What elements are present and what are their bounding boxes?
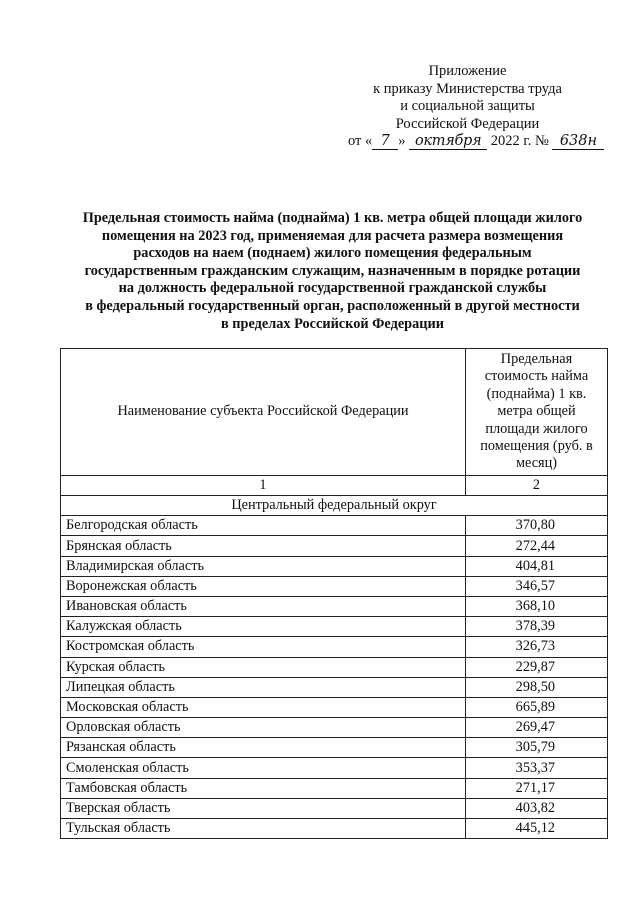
region-name: Владимирская область [61, 556, 466, 576]
region-name: Тамбовская область [61, 778, 466, 798]
title-line: Предельная стоимость найма (поднайма) 1 кв. метра общей площади жилого [82, 210, 583, 226]
rate-value: 298,50 [466, 677, 608, 697]
region-name: Ивановская область [61, 596, 466, 616]
table-row [61, 637, 608, 657]
table-row [61, 536, 608, 556]
title-line: в пределах Российской Федерации [221, 315, 444, 332]
region-name: Костромская область [61, 637, 466, 657]
rate-value: 229,87 [466, 657, 608, 677]
handwritten-order-number: 638н [552, 133, 604, 150]
title-line: в федеральный государственный орган, расположенный в другой местности [85, 297, 580, 314]
title-line: расходов на наем (поднаем) жилого помещения федеральным [133, 245, 532, 262]
table-header-row [61, 349, 608, 476]
column-number-1: 1 [61, 475, 466, 495]
table-row [61, 778, 608, 798]
region-name: Липецкая область [61, 677, 466, 697]
table-row [61, 758, 608, 778]
column-number-2: 2 [466, 475, 608, 495]
order-date-line [345, 133, 598, 151]
rate-value: 368,10 [466, 596, 608, 616]
region-name: Тверская область [61, 798, 466, 818]
table-row [61, 697, 608, 717]
rate-value: 272,44 [466, 536, 608, 556]
table-row [61, 738, 608, 758]
rate-value: 378,39 [466, 617, 608, 637]
table-row [61, 576, 608, 596]
table-row [61, 657, 608, 677]
annex-block [345, 63, 598, 151]
rate-value: 445,12 [466, 819, 608, 839]
section-row [61, 496, 608, 516]
table-row [61, 718, 608, 738]
region-name: Смоленская область [61, 758, 466, 778]
rate-value: 370,80 [466, 516, 608, 536]
region-name: Воронежская область [61, 576, 466, 596]
rate-value: 665,89 [466, 697, 608, 717]
title-line: на должность федеральной государственной гражданской службы [118, 280, 547, 297]
rate-value: 326,73 [466, 637, 608, 657]
table-row [61, 819, 608, 839]
rate-value: 271,17 [466, 778, 608, 798]
annex-order-line: к приказу Министерства труда [373, 80, 562, 97]
region-name: Рязанская область [61, 738, 466, 758]
table-row [61, 596, 608, 616]
handwritten-month: октября [409, 133, 487, 150]
annex-country-line: Российской Федерации [395, 115, 540, 132]
annex-title: Приложение [428, 63, 507, 79]
document-title [60, 210, 605, 333]
table-row [61, 617, 608, 637]
title-line: государственным гражданским служащим, назначенным в порядке ротации [84, 262, 581, 279]
rate-value: 353,37 [466, 758, 608, 778]
rate-value: 404,81 [466, 556, 608, 576]
region-name: Московская область [61, 697, 466, 717]
annex-ministry-line: и социальной защиты [400, 98, 535, 115]
header-region-name: Наименование субъекта Российской Федерации [61, 349, 466, 476]
rate-value: 305,79 [466, 738, 608, 758]
table-row [61, 516, 608, 536]
rate-value: 269,47 [466, 718, 608, 738]
region-name: Орловская область [61, 718, 466, 738]
region-name: Курская область [61, 657, 466, 677]
region-name: Калужская область [61, 617, 466, 637]
date-prefix: от « [348, 133, 373, 150]
header-rate-value: Предельная стоимость найма (поднайма) 1 кв. метра общей площади жилого помещения (руб. в месяц) [466, 349, 608, 476]
order-year-text: 2022 г. № [490, 133, 549, 150]
region-name: Белгородская область [61, 516, 466, 536]
handwritten-day: 7 [372, 133, 398, 150]
region-name: Брянская область [61, 536, 466, 556]
table-row [61, 677, 608, 697]
rate-value: 403,82 [466, 798, 608, 818]
table-row [61, 556, 608, 576]
date-quote-close: » [398, 133, 406, 150]
section-title: Центральный федеральный округ [61, 496, 608, 516]
table-row [61, 798, 608, 818]
region-name: Тульская область [61, 819, 466, 839]
rate-value: 346,57 [466, 576, 608, 596]
rates-table [60, 348, 608, 839]
title-line: помещения на 2023 год, применяемая для расчета размера возмещения [101, 227, 564, 244]
column-number-row [61, 475, 608, 495]
